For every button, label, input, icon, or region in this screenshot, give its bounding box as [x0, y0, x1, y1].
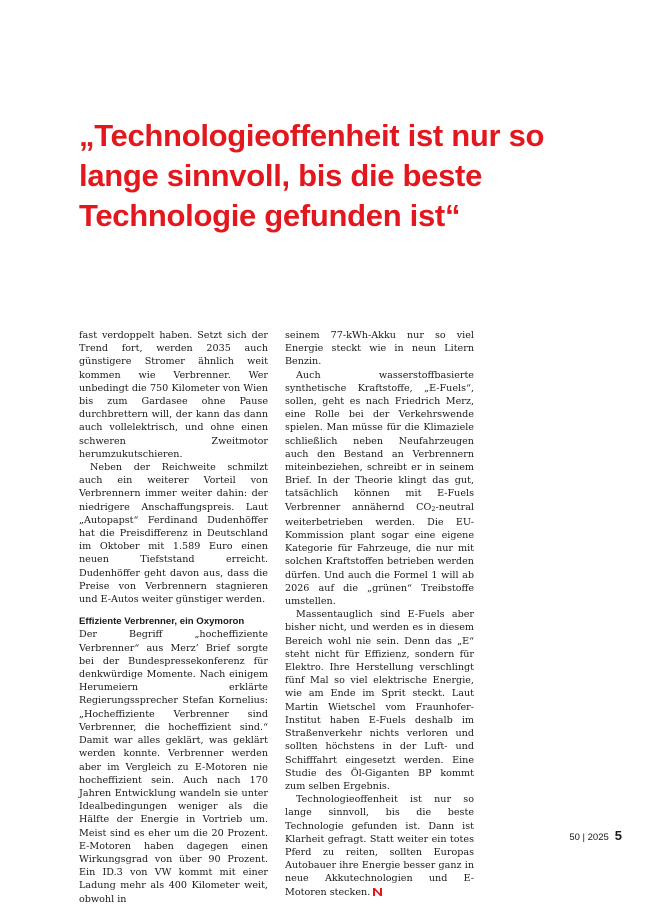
page-footer — [569, 828, 622, 843]
paragraph-text: Auch wasserstoffbasierte synthetische Kraftstoffe, „E-Fuels“, sollen, geht es nach Friedrich Merz, eine Rolle bei der Verkehrswende spielen. Man müsse für die Klimaziele schließlich neben Neufahrzeugen auch den Bestand an Verbrennern miteinbeziehen, schreibt er in seinem Brief. In der Theorie klingt das gut, tatsächlich können mit E-Fuels Verbrenner annähernd CO — [285, 369, 474, 513]
paragraph: Neben der Reichweite schmilzt auch ein weiterer Vorteil von Verbrennern immer weiter dahin: der niedrigere Anschaffungspreis. Laut „Autopapst“ Ferdinand Dudenhöffer hat die Preisdifferenz in Deutschland im Oktober mit 1.589 Euro einen neuen Tiefststand erreicht. Dudenhöffer geht davon aus, dass die Preise von Verbrennern stagnieren und E-Autos weiter günstiger werden. — [79, 462, 268, 606]
section-subheading: Effiziente Verbrenner, ein Oxymoron — [79, 616, 245, 628]
pull-quote-line: lange sinnvoll, bis die beste — [79, 158, 483, 193]
paragraph: Der Begriff „hocheffiziente Verbrenner“ aus Merz’ Brief sorgte bei der Bundespressekonferenz für denkwürdige Momente. Nach einigem Herumeiern erklärte Regierungssprecher Stefan Kornelius: „Hocheffiziente Verbrenner sind Verbrenner, die hocheffizient sind.“ Damit war alles geklärt, was geklärt werden konnte. Verbrenner werden aber im Vergleich zu E-Motoren nie hocheffizient sein. Auch nach 170 Jahren Entwicklung wandeln sie unter Idealbedingungen weniger als die Hälfte der Energie in Vortrieb um. Meist sind es eher um die 20 Prozent. E-Motoren haben dagegen einen Wirkungsgrad von über 90 Prozent. Ein ID.3 von VW kommt mit einer Ladung mehr als 400 Kilometer weit, obwohl in — [79, 629, 268, 905]
pull-quote — [79, 116, 599, 236]
pull-quote-line: Technologie gefunden ist“ — [79, 198, 461, 233]
issue-number: 50 | 2025 — [569, 832, 609, 843]
co2-subscript: 2 — [431, 504, 436, 513]
pull-quote-line: „Technologieoffenheit ist nur so — [79, 118, 545, 153]
paragraph-text: -neutral weiterbetrieben werden. Die EU-Kommission plant sogar eine eigene Kategorie für Fahrzeuge, die nur mit solchen Kraftstoffen betrieben werden dürfen. Und auch die Formel 1 will ab 2026 auf die „grünen“ Treibstoffe umstellen. — [285, 501, 474, 608]
paragraph: Massentauglich sind E-Fuels aber bisher nicht, und werden es in diesem Bereich wohl nie sein. Denn das „E“ steht nicht für Effizienz, sondern für Elektro. Ihre Herstellung verschlingt fünf Mal so viel elektrische Energie, wie am Ende im Sprit steckt. Laut Martin Wietschel vom Fraunhofer-Institut haben E-Fuels deshalb im Straßenverkehr nichts verloren und sollten höchstens in der Luft- und Schifffahrt eingesetzt werden. Eine Studie des Öl-Giganten BP kommt zum selben Ergebnis. — [285, 609, 474, 792]
paragraph: seinem 77-kWh-Akku nur so viel Energie steckt wie in neun Litern Benzin. — [285, 330, 474, 368]
paragraph — [285, 793, 474, 899]
paragraph: fast verdoppelt haben. Setzt sich der Trend fort, werden 2035 auch günstigere Stromer ähnlich weit kommen wie Verbrenner. Wer unbedingt die 750 Kilometer von Wien bis zum Gardasee ohne Pause durchbrettern will, der kann das dann auch vollelektrisch, und ohne einen schweren Zweitmotor herumzukutschieren. — [79, 330, 268, 460]
article-column-left — [79, 329, 268, 906]
end-of-article-icon — [373, 888, 382, 896]
paragraph — [285, 369, 474, 609]
article-column-right — [285, 329, 474, 899]
page-number: 5 — [614, 828, 622, 843]
paragraph-text: Technologieoffenheit ist nur so lange sinnvoll, bis die beste Technologie gefunden ist. Dann ist Klarheit gefragt. Statt weiter ein totes Pferd zu reiten, sollten Europas Autobauer ihre Energie besser ganz in neue Akkutechnologien und E-Motoren stecken. — [285, 794, 474, 898]
